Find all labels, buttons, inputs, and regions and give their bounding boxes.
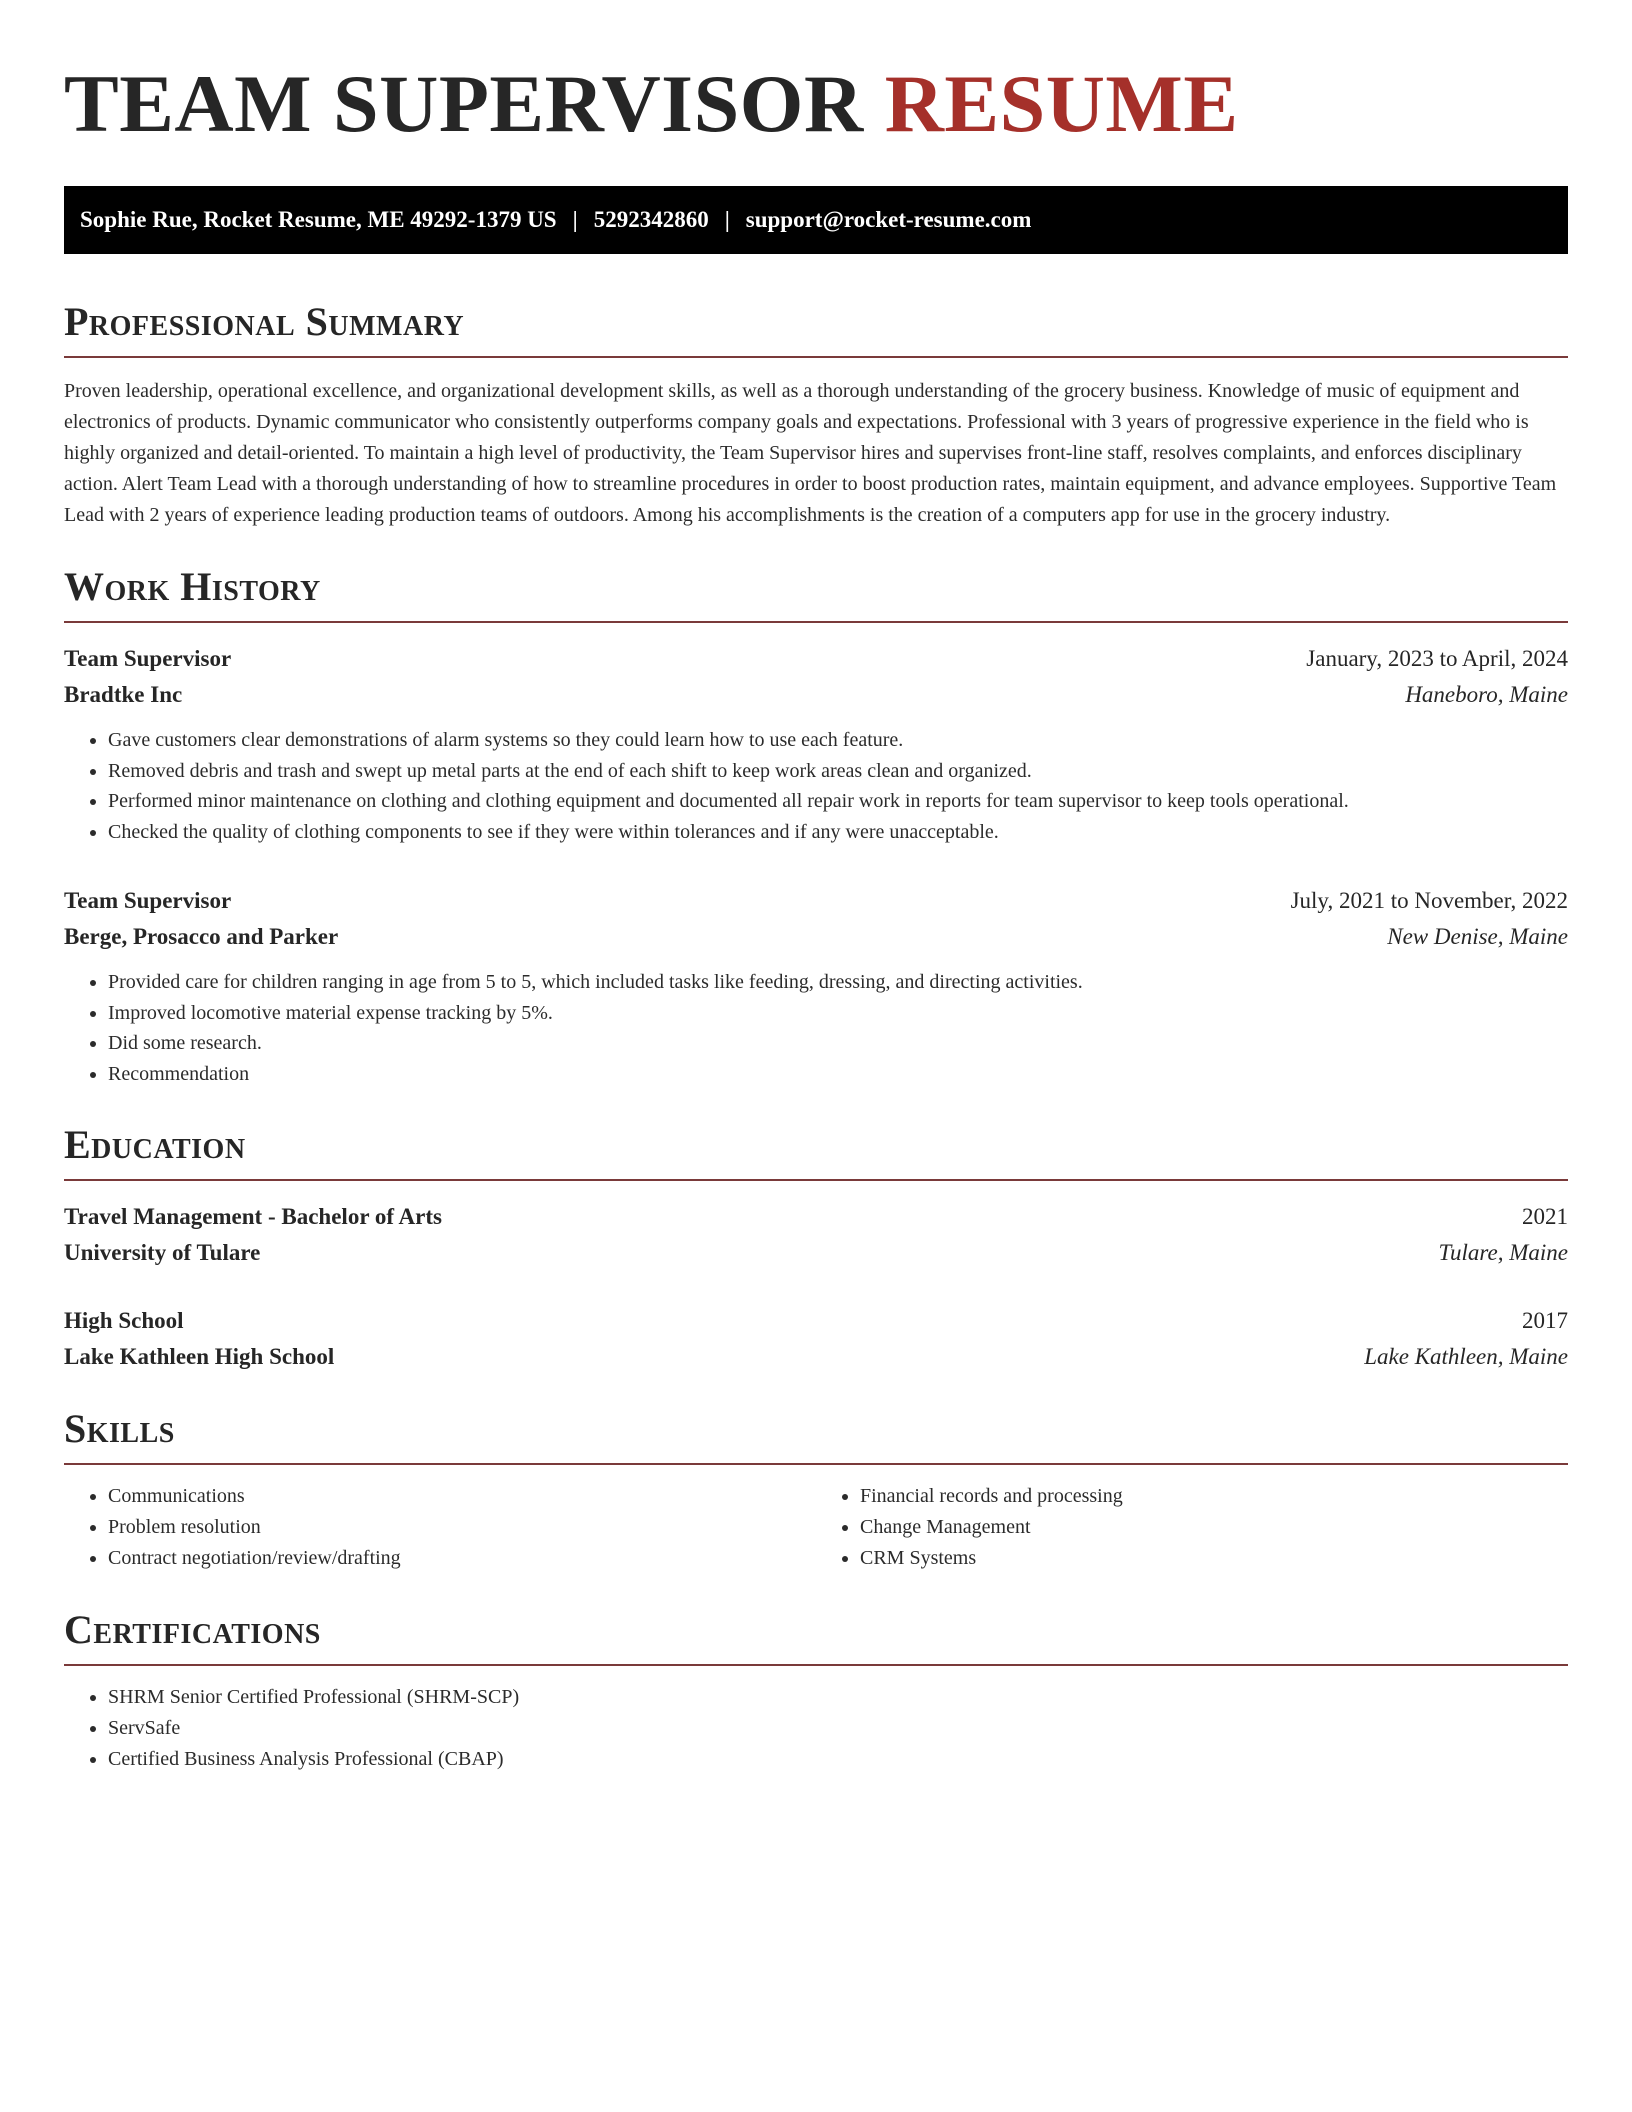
job-company-row	[64, 677, 1568, 713]
job-dates: January, 2023 to April, 2024	[1306, 646, 1568, 671]
job-company: Berge, Prosacco and Parker	[64, 924, 339, 949]
education-school-row	[64, 1339, 1568, 1375]
section-divider	[64, 1664, 1568, 1666]
contact-email: support@rocket-resume.com	[745, 207, 1032, 232]
work-history-section	[64, 561, 1568, 1089]
education-year: 2021	[1522, 1204, 1568, 1229]
contact-separator: |	[724, 207, 730, 232]
job-bullet: • Provided care for children ranging in age from 5 to 5, which included tasks like feeding, dressing, and directing activities.	[108, 967, 1568, 998]
skill-item: • Contract negotiation/review/drafting	[108, 1543, 816, 1574]
job-title: Team Supervisor	[64, 888, 232, 913]
education-entry	[64, 1303, 1568, 1375]
job-bullet: • Removed debris and trash and swept up metal parts at the end of each shift to keep work areas clean and organized.	[108, 756, 1568, 787]
skill-item: • Communications	[108, 1481, 816, 1512]
skills-section	[64, 1403, 1568, 1574]
job-bullet-list	[64, 967, 1568, 1089]
summary-paragraph: Proven leadership, operational excellence, and organizational development skills, as well as a thorough understanding of the grocery business. Knowledge of music of equipment and electronics of products. Dynamic communicator who consistently outperforms company goals and expectations. Professional with 3 years of progressive experience in the field who is highly organized and detail-oriented. To maintain a high level of productivity, the Team Supervisor hires and supervises front-line staff, resolves complaints, and enforces disciplinary action. Alert Team Lead with a thorough understanding of how to streamline procedures in order to boost production rates, maintain equipment, and advance employees. Supportive Team Lead with 2 years of experience leading production teams of outdoors. Among his accomplishments is the creation of a computers app for use in the grocery industry.	[64, 380, 1557, 526]
contact-bar	[64, 186, 1568, 254]
section-divider	[64, 356, 1568, 358]
education-entry	[64, 1199, 1568, 1271]
job-dates: July, 2021 to November, 2022	[1290, 888, 1568, 913]
section-heading-work: Work History	[64, 564, 321, 609]
skill-item: • Financial records and processing	[860, 1481, 1568, 1512]
contact-separator: |	[572, 207, 578, 232]
certifications-list	[64, 1682, 1568, 1775]
contact-address: Sophie Rue, Rocket Resume, ME 49292-1379 US	[80, 207, 557, 232]
education-school: Lake Kathleen High School	[64, 1344, 335, 1369]
section-heading-certifications: Certifications	[64, 1607, 321, 1652]
job-entry	[64, 641, 1568, 847]
title-main: TEAM SUPERVISOR	[64, 58, 864, 149]
title-accent: RESUME	[884, 58, 1239, 149]
skills-grid	[64, 1481, 1568, 1574]
job-bullet: • Performed minor maintenance on clothing and clothing equipment and documented all repair work in reports for team supervisor to keep tools operational.	[108, 786, 1568, 817]
skill-item: • Problem resolution	[108, 1512, 816, 1543]
job-bullet: • Recommendation	[108, 1059, 1568, 1090]
job-location: Haneboro, Maine	[1405, 682, 1568, 707]
skills-list-right	[816, 1481, 1568, 1574]
section-divider	[64, 1463, 1568, 1465]
resume-title	[64, 56, 1568, 152]
job-header-row	[64, 883, 1568, 919]
skills-list-left	[64, 1481, 816, 1574]
job-bullet-list	[64, 725, 1568, 847]
job-company-row	[64, 919, 1568, 955]
section-divider	[64, 1179, 1568, 1181]
education-degree: High School	[64, 1308, 184, 1333]
education-school-row	[64, 1235, 1568, 1271]
job-title: Team Supervisor	[64, 646, 232, 671]
job-bullet: • Did some research.	[108, 1028, 1568, 1059]
job-location: New Denise, Maine	[1387, 924, 1568, 949]
section-heading-summary: Professional Summary	[64, 299, 465, 344]
section-heading-education: Education	[64, 1122, 246, 1167]
education-section	[64, 1119, 1568, 1375]
section-heading-skills: Skills	[64, 1406, 175, 1451]
certifications-section	[64, 1604, 1568, 1775]
education-location: Tulare, Maine	[1438, 1240, 1568, 1265]
education-degree: Travel Management - Bachelor of Arts	[64, 1204, 442, 1229]
skill-item: • Change Management	[860, 1512, 1568, 1543]
job-bullet: • Gave customers clear demonstrations of alarm systems so they could learn how to use each feature.	[108, 725, 1568, 756]
education-year: 2017	[1522, 1308, 1568, 1333]
job-company: Bradtke Inc	[64, 682, 183, 707]
job-header-row	[64, 641, 1568, 677]
section-divider	[64, 621, 1568, 623]
job-bullet: • Improved locomotive material expense tracking by 5%.	[108, 998, 1568, 1029]
job-entry	[64, 883, 1568, 1089]
certification-item: • Certified Business Analysis Professional (CBAP)	[108, 1744, 1568, 1775]
professional-summary-section	[64, 296, 1568, 531]
education-degree-row	[64, 1303, 1568, 1339]
contact-phone: 5292342860	[593, 207, 709, 232]
job-bullet: • Checked the quality of clothing components to see if they were within tolerances and if any were unacceptable.	[108, 817, 1568, 848]
education-degree-row	[64, 1199, 1568, 1235]
certification-item: • ServSafe	[108, 1713, 1568, 1744]
education-location: Lake Kathleen, Maine	[1364, 1344, 1568, 1369]
skill-item: • CRM Systems	[860, 1543, 1568, 1574]
education-school: University of Tulare	[64, 1240, 261, 1265]
certification-item: • SHRM Senior Certified Professional (SHRM-SCP)	[108, 1682, 1568, 1713]
